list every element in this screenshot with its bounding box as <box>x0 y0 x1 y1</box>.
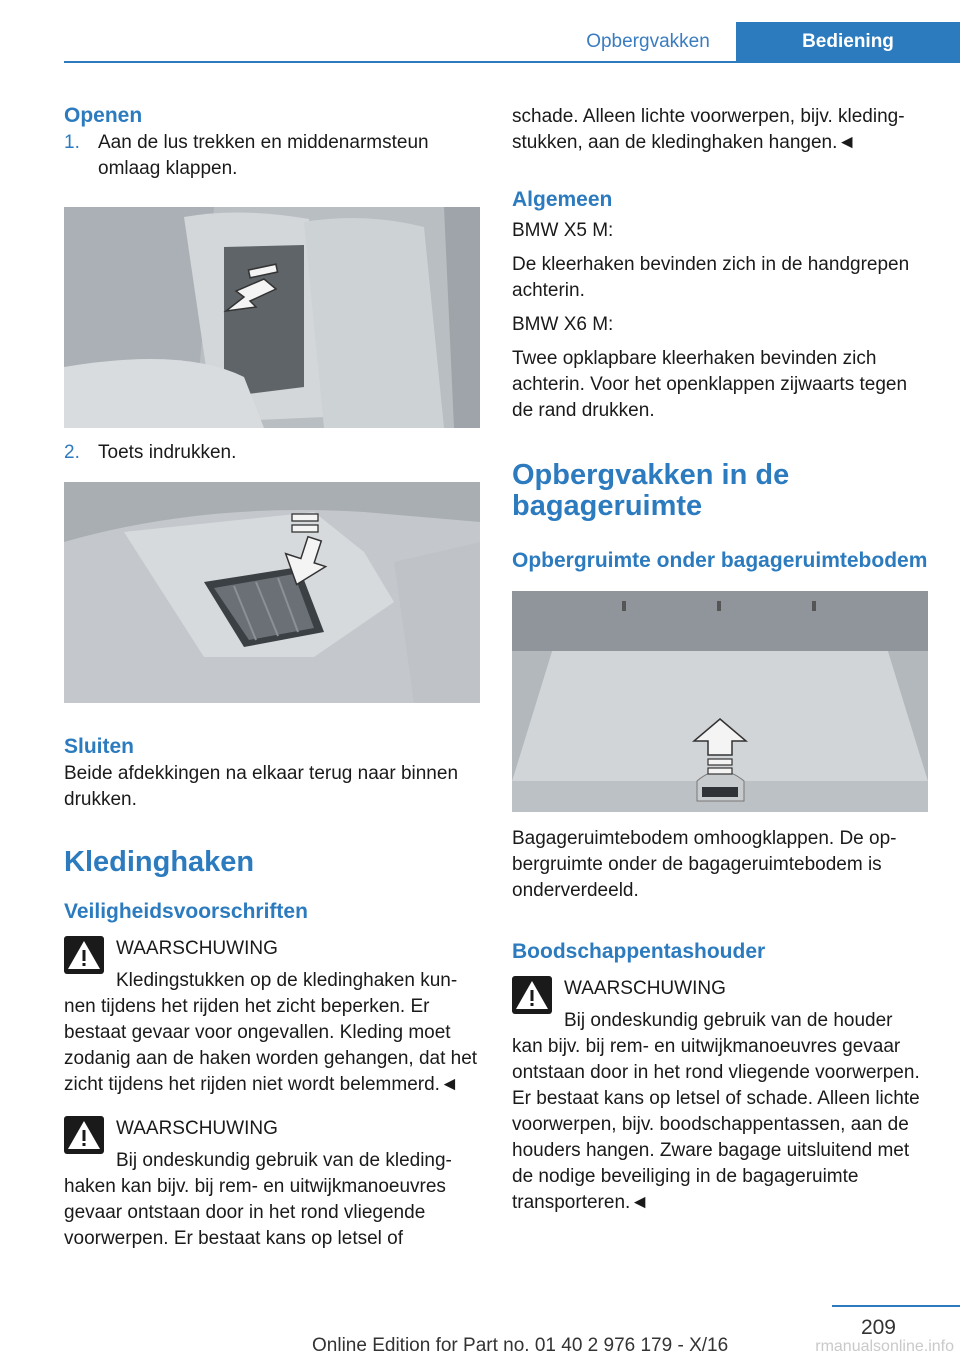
warning-title: WAARSCHUWING <box>116 1118 278 1139</box>
warning-text: haken kan bijv. bij rem- en uitwijkmanoeuvres gevaar ontstaan door in het rond vliegende voorwerpen. Er bestaat kans op letsel of <box>64 1176 446 1249</box>
heading-opbergvakken-bagageruimte: Opbergvakken in de bagageruimte <box>512 459 790 522</box>
warning-icon <box>64 936 104 974</box>
continued-text: schade. Alleen lichte voorwerpen, bijv. kledingstukken, aan de kledinghaken hangen.◄ <box>512 106 905 153</box>
header-rule <box>64 61 960 63</box>
figure-cargo-floor <box>512 591 928 812</box>
heading-boodschappentashouder: Boodschappentashouder <box>512 940 766 963</box>
warning-text-first: Bij ondeskundig gebruik van de houder <box>564 1010 893 1031</box>
x5-label: BMW X5 M: <box>512 220 614 241</box>
right-column <box>512 104 928 1216</box>
warning-block <box>64 936 480 1098</box>
x6-text: Twee opklapbare kleerhaken bevinden zich achterin. Voor het openklappen zijwaarts tegen de rand drukken. <box>512 348 908 421</box>
heading-openen: Openen <box>64 104 143 127</box>
step-2-row <box>64 440 480 466</box>
x5-text: De kleerhaken bevinden zich in de handgrepen achterin. <box>512 254 910 301</box>
step-number: 2. <box>64 442 80 463</box>
header-section-tab: Opbergvakken <box>586 31 710 52</box>
warning-text: kan bijv. bij rem- en uitwijkmanoeuvres gevaar ontstaan door in het rond vliegende voorwerpen. Er bestaat kans op letsel of schade. Alleen lichte voorwerpen, bijv. boodschappentassen, aan de houders hangen. Zware bagage uitsluitend met de nodige beveiliging in de bagageruimte transporteren.◄ <box>512 1036 920 1213</box>
footer-rule <box>832 1305 960 1307</box>
close-text: Beide afdekkingen na elkaar terug naar binnen drukken. <box>64 763 459 810</box>
floor-text: Bagageruimtebodem omhoogklappen. De opbergruimte onder de bagageruimtebodem is onderverdeeld. <box>512 828 897 901</box>
figure-armrest-fold <box>64 207 480 428</box>
warning-icon <box>64 1116 104 1154</box>
left-column <box>64 96 480 1252</box>
warning-text-first: Bij ondeskundig gebruik van de kleding- <box>116 1150 452 1171</box>
warning-text-first: Kledingstukken op de kledinghaken kun- <box>116 970 458 991</box>
step-1-row <box>64 130 480 182</box>
warning-title: WAARSCHUWING <box>116 938 278 959</box>
warning-title: WAARSCHUWING <box>564 978 726 999</box>
heading-veiligheidsvoorschriften: Veiligheidsvoorschriften <box>64 900 308 923</box>
step-number: 1. <box>64 132 80 153</box>
warning-text: nen tijdens het rijden het zicht beperken. Er bestaat gevaar voor ongevallen. Kleding moet zodanig aan de haken worden gehangen, dat het zicht tijdens het rijden niet wordt belemmerd.◄ <box>64 996 478 1095</box>
figure-armrest-button <box>64 482 480 703</box>
step-text: Toets indrukken. <box>98 442 237 463</box>
watermark: rmanualsonline.info <box>815 1338 954 1355</box>
x6-label: BMW X6 M: <box>512 314 614 335</box>
heading-opbergruimte-onder: Opbergruimte onder bagageruimtebodem <box>512 549 928 572</box>
edition-text: Online Edition for Part no. 01 40 2 976 179 - X/16 <box>312 1335 729 1356</box>
warning-icon <box>512 976 552 1014</box>
heading-algemeen: Algemeen <box>512 188 613 211</box>
page-number: 209 <box>860 1316 896 1339</box>
step-text: Aan de lus trekken en middenarmsteun omlaag klappen. <box>98 132 429 179</box>
warning-block <box>64 1116 480 1252</box>
header-chapter-tab: Bediening <box>736 22 960 62</box>
warning-block <box>512 976 928 1216</box>
heading-sluiten: Sluiten <box>64 735 135 758</box>
heading-kledinghaken: Kledinghaken <box>64 846 255 878</box>
